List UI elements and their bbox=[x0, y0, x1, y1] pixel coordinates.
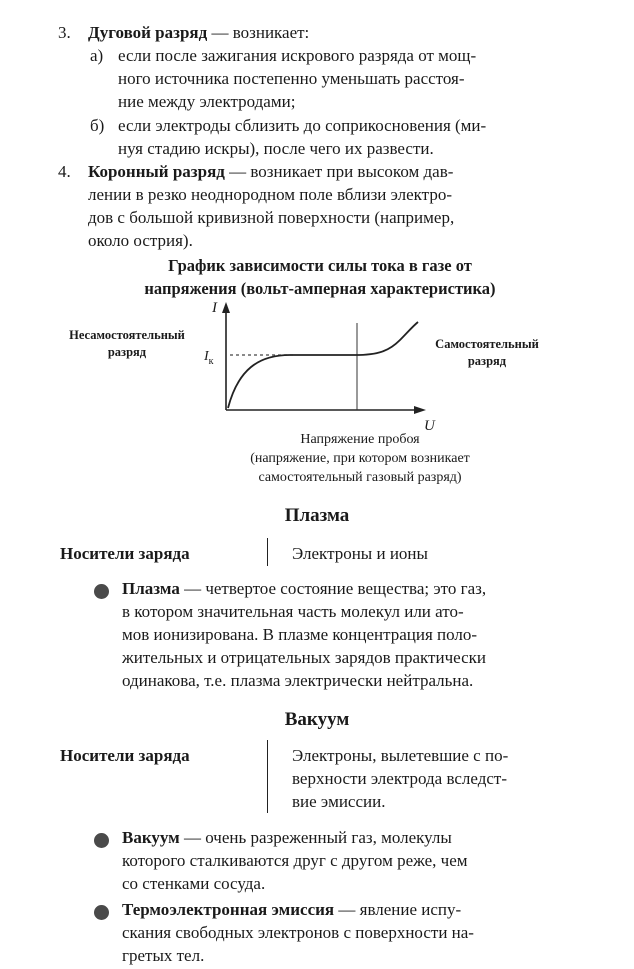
ik-label: $I_к$ bbox=[204, 349, 214, 367]
carriers-value: Электроны и ионы bbox=[292, 544, 428, 563]
carriers-value: Электроны, вылетевшие с по- верхности электрода вследст- вие эмиссии. bbox=[292, 746, 509, 811]
text-line: со стенками сосуда. bbox=[122, 874, 266, 893]
text-line: ного источника постепенно уменьшать расстоя- bbox=[118, 69, 465, 88]
graph-caption: Напряжение пробоя (напряжение, при котором возникает самостоятельный газовый разряд) bbox=[250, 432, 470, 485]
term: Вакуум bbox=[122, 828, 180, 847]
term-rest: — возникает при высоком дав- bbox=[224, 162, 454, 181]
vacuum-heading: Вакуум bbox=[284, 709, 350, 730]
x-axis-label: U bbox=[424, 418, 435, 434]
sub-mark-a: а) bbox=[90, 46, 104, 65]
text-line: если электроды сблизить до соприкосновения (ми- bbox=[118, 116, 487, 135]
plasma-definition: Плазма — четвертое состояние вещества; это газ, в котором значительная часть молекул или ато- мов ионизирована. В плазме концентрация поло- жительных и отрицательных зарядов практически одинакова, т.е. плазма электрически нейтральна. bbox=[122, 577, 588, 692]
vacuum-definition: Вакуум — очень разреженный газ, молекулы которого сталкиваются друг с другом реже, чем со стенками сосуда. bbox=[122, 826, 588, 895]
text-line: скания свободных электронов с поверхности на- bbox=[122, 923, 474, 942]
text-line: дов с большой кривизной поверхности (например, bbox=[88, 208, 455, 227]
x-axis-arrow bbox=[414, 406, 426, 414]
current-curve bbox=[228, 322, 418, 408]
text-line: мов ионизирована. В плазме концентрация поло- bbox=[122, 625, 478, 644]
table-divider bbox=[267, 740, 268, 813]
term: Коронный разряд bbox=[88, 162, 225, 181]
bullet-icon bbox=[94, 833, 109, 848]
thermionic-definition: Термоэлектронная эмиссия — явление испу- скания свободных электронов с поверхности на- гретых тел. bbox=[122, 898, 588, 967]
text-line: ние между электродами; bbox=[118, 92, 296, 111]
text-line: лении в резко неоднородном поле вблизи электро- bbox=[88, 185, 452, 204]
item-number: 3. bbox=[58, 23, 71, 42]
plasma-heading: Плазма bbox=[284, 505, 350, 526]
graph-title: График зависимости силы тока в газе от напряжения (вольт-амперная характеристика) bbox=[144, 256, 496, 298]
y-axis-arrow bbox=[222, 302, 230, 313]
text-line: нуя стадию искры), после чего их развести. bbox=[118, 139, 434, 158]
term: Плазма bbox=[122, 579, 180, 598]
item-number: 4. bbox=[58, 162, 71, 181]
carriers-label: Носители заряда bbox=[60, 746, 190, 765]
text-line: которого сталкиваются друг с другом реже, чем bbox=[122, 851, 468, 870]
carriers-label: Носители заряда bbox=[60, 544, 190, 563]
text-line: гретых тел. bbox=[122, 946, 205, 965]
text-line: если после зажигания искрового разряда от мощ- bbox=[118, 46, 477, 65]
text-line: жительных и отрицательных зарядов практически bbox=[122, 648, 486, 667]
term-rest: — возникает: bbox=[207, 23, 310, 42]
term: Дуговой разряд bbox=[88, 23, 208, 42]
table-divider bbox=[267, 538, 268, 566]
bullet-icon bbox=[94, 905, 109, 920]
bullet-icon bbox=[94, 584, 109, 599]
right-label: Самостоятельный разряд bbox=[435, 337, 539, 368]
term: Термоэлектронная эмиссия bbox=[122, 900, 335, 919]
text-line: в котором значительная часть молекул или ато- bbox=[122, 602, 464, 621]
text-line: одинакова, т.е. плазма электрически нейтральна. bbox=[122, 671, 474, 690]
y-axis-label: I bbox=[212, 300, 217, 316]
sub-mark-b: б) bbox=[90, 116, 105, 135]
left-label: Несамостоятельный разряд bbox=[69, 328, 185, 359]
text-line: около острия). bbox=[88, 231, 193, 250]
